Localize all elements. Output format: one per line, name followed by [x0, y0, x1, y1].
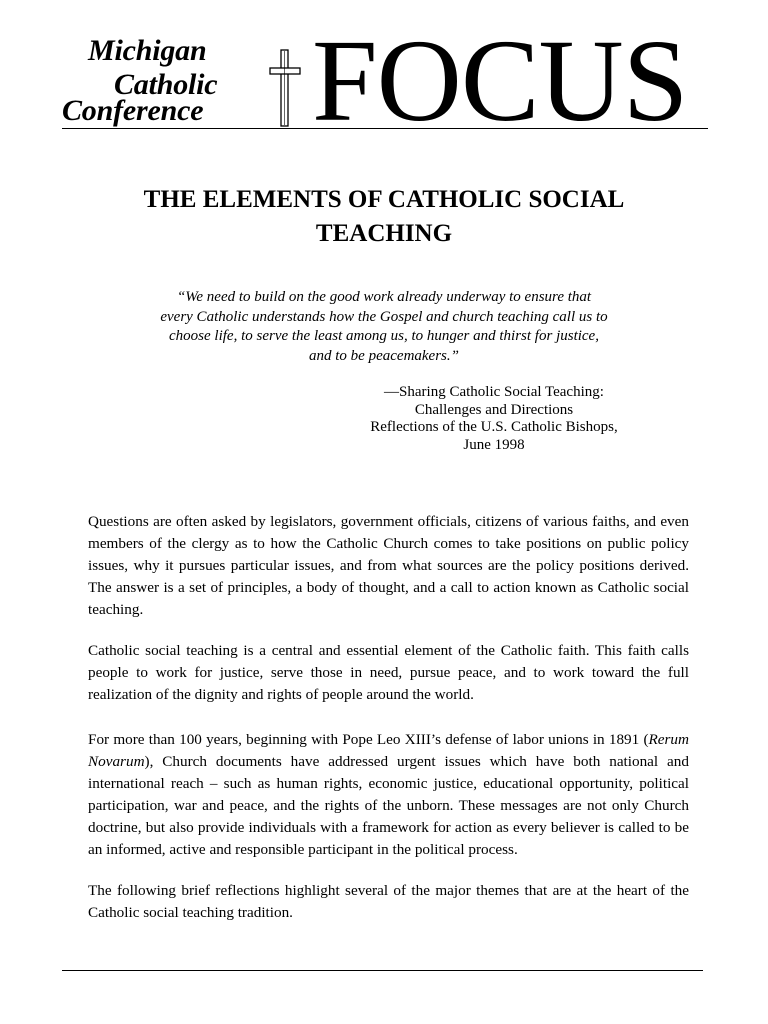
quote-attribution: [320, 384, 668, 454]
org-name-line-1: Michigan: [88, 34, 207, 67]
epigraph-quote: “We need to build on the good work already underway to ensure that every Catholic understands how the Gospel and church teaching call us to choose life, to serve the least among us, to hunger and thirst for justice, and to be peacemakers.”: [160, 289, 608, 364]
publication-title: FOCUS: [312, 15, 688, 146]
org-name-line-2: Catholic: [114, 68, 218, 101]
body-paragraph-4: The following brief reflections highlight several of the major themes that are at the heart of the Catholic social teaching tradition.: [88, 882, 689, 921]
paragraph-text: For more than 100 years, beginning with Pope Leo XIII’s defense of labor unions in 1891 (: [88, 731, 649, 748]
footer-rule: [62, 970, 703, 971]
cross-icon: [267, 48, 303, 128]
document-title: THE ELEMENTS OF CATHOLIC SOCIAL TEACHING: [143, 186, 625, 247]
body-paragraph-1: Questions are often asked by legislators, government officials, citizens of various faiths, and even members of the clergy as to how the Catholic Church comes to take positions on public policy issues, why it pursues particular issues, and from what sources are the policy positions derived. The answer is a set of principles, a body of thought, and a call to action known as Catholic social teaching.: [88, 513, 689, 618]
masthead: [62, 15, 708, 146]
attribution-line: —Sharing Catholic Social Teaching:: [384, 384, 604, 400]
header-rule: [62, 128, 708, 129]
attribution-line: Reflections of the U.S. Catholic Bishops,: [370, 419, 618, 435]
attribution-line: June 1998: [463, 436, 525, 453]
attribution-line: Challenges and Directions: [414, 401, 574, 418]
org-name-line-3: Conference: [62, 94, 204, 127]
body-paragraph-3: [88, 729, 689, 861]
rerum-novarum-title: Rerum Novarum: [88, 731, 689, 770]
paragraph-text: ), Church documents have addressed urgent issues which have both national and international reach – such as human rights, economic justice, educational opportunity, political participation, war and peace, and the rights of the unborn. These messages are not only Church doctrine, but also provide individuals with a framework for action as every believer is called to be an informed, active and responsible participant in the political process.: [88, 753, 689, 858]
body-paragraph-2: Catholic social teaching is a central and essential element of the Catholic faith. This faith calls people to work for justice, serve those in need, pursue peace, and to work toward the full realization of the dignity and rights of people around the world.: [88, 642, 689, 703]
